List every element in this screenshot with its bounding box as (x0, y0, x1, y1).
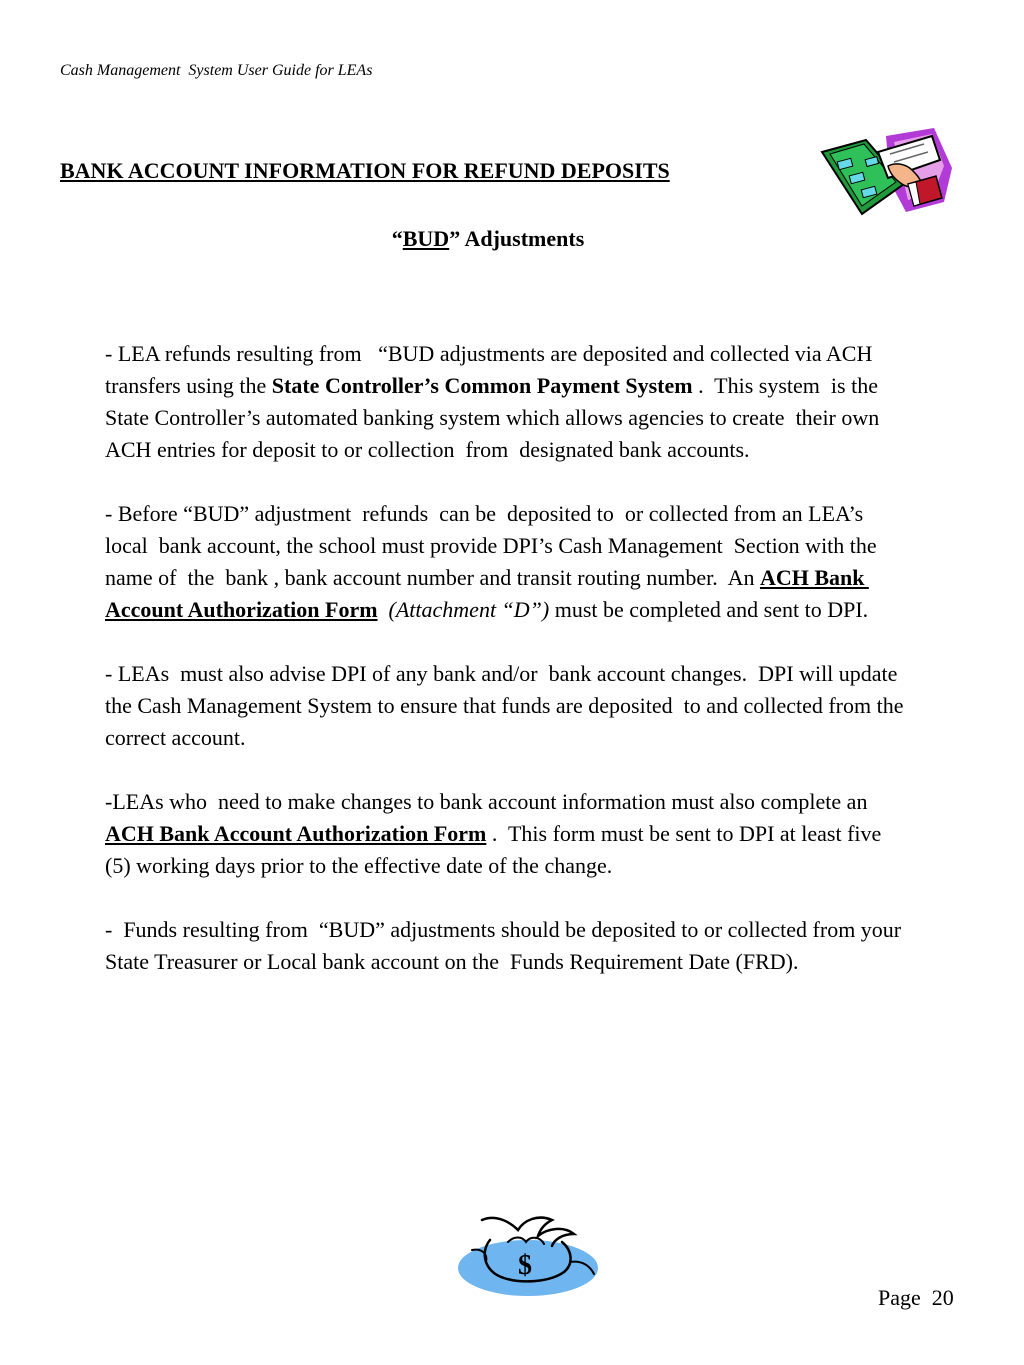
paragraph-funds-deposit: - Funds resulting from “BUD” adjustments should be deposited to or collected from your State Treasurer or Local bank account on the Funds Requirement Date (FRD). (105, 917, 907, 974)
common-payment-system-term: State Controller’s Common Payment System (271, 373, 693, 398)
ach-authorization-form-link[interactable]: ACH Bank Account Authorization Form (105, 821, 487, 846)
body-text (105, 338, 909, 1010)
subtitle-rest: ” Adjustments (449, 226, 585, 251)
page-title: BANK ACCOUNT INFORMATION FOR REFUND DEPOSITS (60, 158, 670, 183)
paragraph-refunds-ach: - LEA refunds resulting from “BUD adjustments are deposited and collected via ACH transfers using the State Controller’s Common Payment System . This system is the State Controller’s automated banking system which allows agencies to create their own ACH entries for deposit to or collection from designated bank accounts. (105, 341, 895, 462)
paragraph-advise-changes: - LEAs must also advise DPI of any bank and/or bank account changes. DPI will update the Cash Management System to ensure that funds are deposited to and collected from the correct account. (105, 661, 909, 750)
page-number: Page 20 (878, 1285, 954, 1310)
running-header: Cash Management System User Guide for LEAs (60, 62, 373, 79)
svg-text:$: $ (518, 1250, 532, 1281)
subtitle-open-quote: “ (391, 226, 403, 251)
checkbook-hand-icon (816, 122, 956, 222)
money-bag-icon (452, 1212, 608, 1300)
subtitle-bud-word: BUD (402, 226, 450, 251)
attachment-reference: (Attachment “D”) (388, 597, 550, 622)
paragraph-changes-form: -LEAs who need to make changes to bank account information must also complete an ACH Bank Account Authorization Form . This form must be sent to DPI at least five (5) working days prior to the effective date of the change. (105, 789, 887, 878)
page-subtitle (0, 226, 976, 252)
ach-authorization-form-link[interactable]: ACH Bank Account Authorization Form (105, 565, 869, 622)
paragraph-before-bud: - Before “BUD” adjustment refunds can be deposited to or collected from an LEA’s local bank account, the school must provide DPI’s Cash Management Section with the name of the bank , bank account number and transit routing number. An ACH Bank Account Authorization Form (Attachment “D”) must be completed and sent to DPI. (105, 501, 883, 622)
